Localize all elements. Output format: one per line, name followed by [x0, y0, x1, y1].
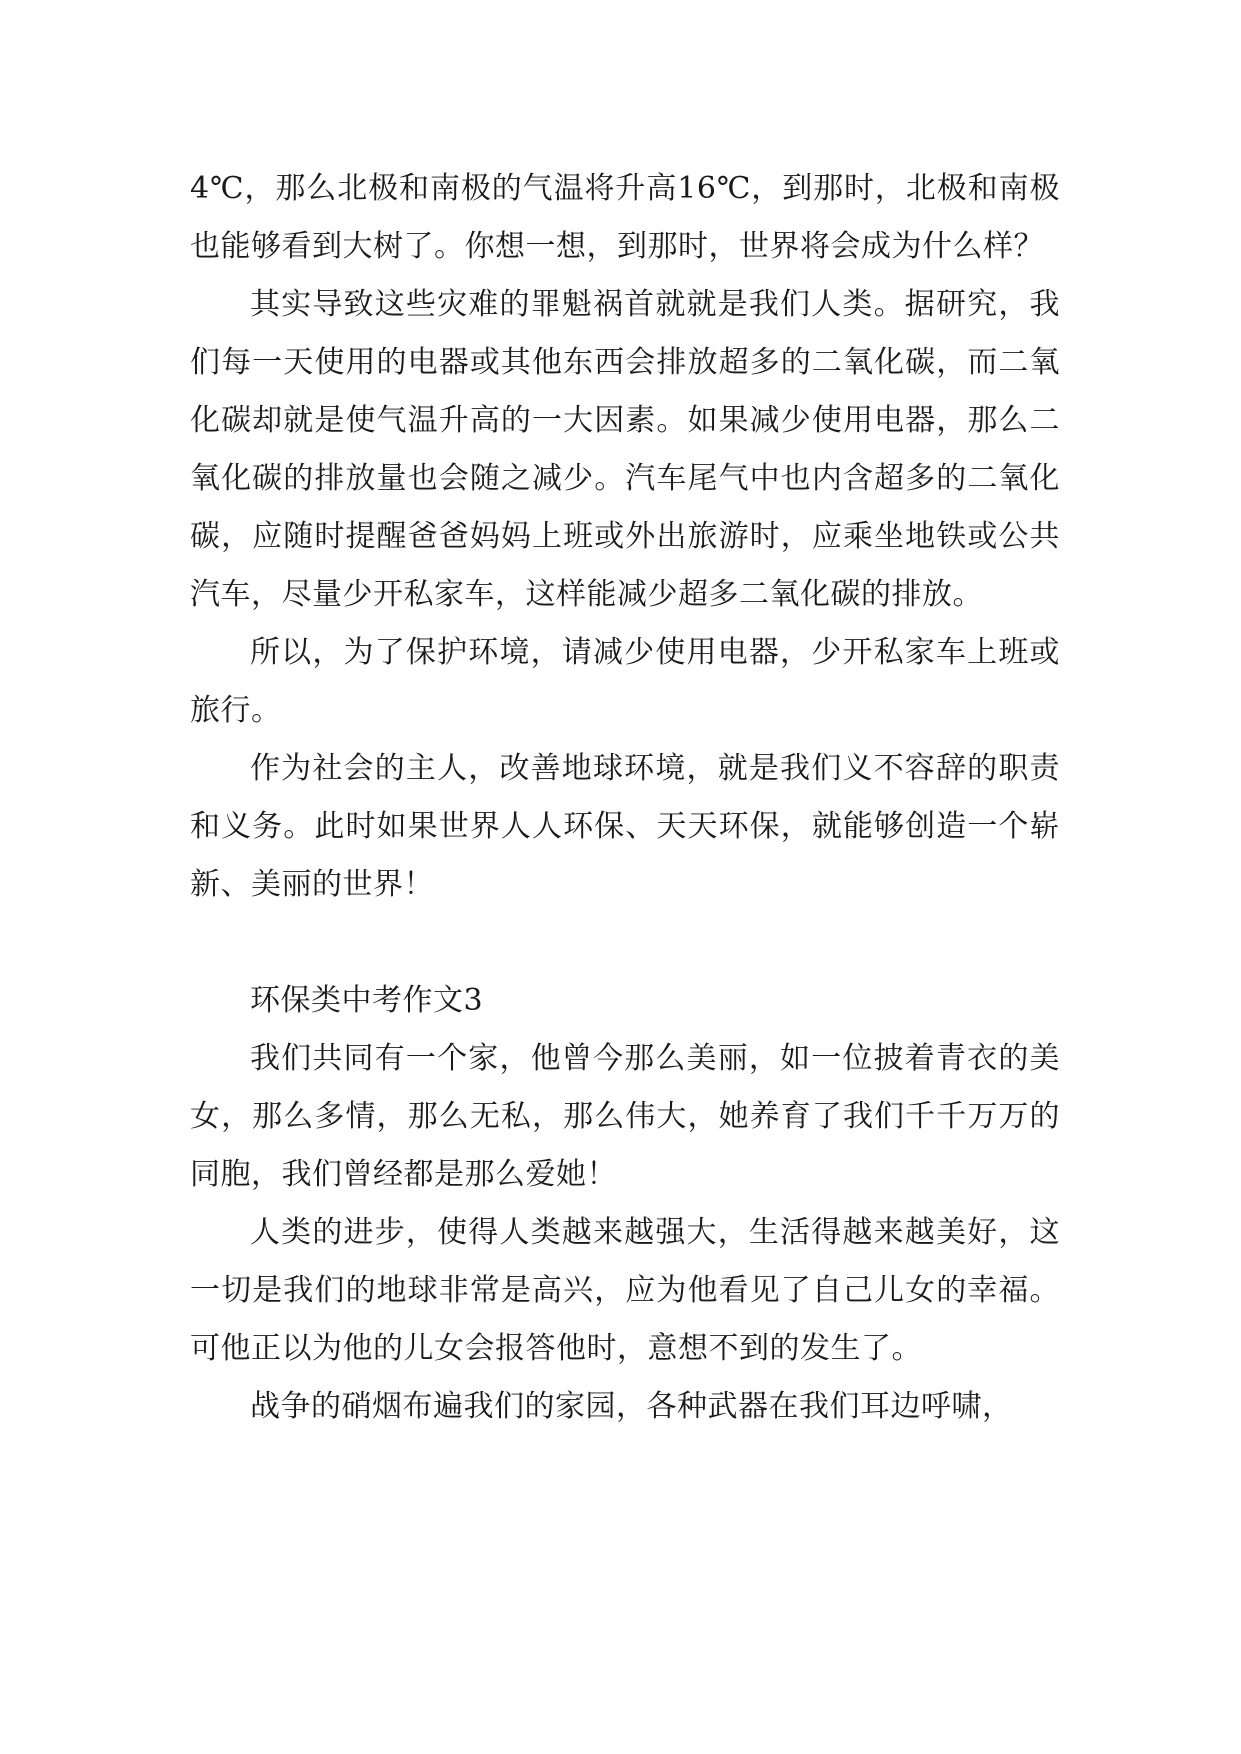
- paragraph: 战争的硝烟布遍我们的家园，各种武器在我们耳边呼啸，: [250, 1389, 1013, 1424]
- paragraph: 我们共同有一个家，他曾今那么美丽，如一位披着青衣的美女，那么多情，那么无私，那么伟大，她养育了我们千千万万的同胞，我们曾经都是那么爱她！: [190, 1041, 1060, 1192]
- paragraph: 其实导致这些灾难的罪魁祸首就就是我们人类。据研究，我们每一天使用的电器或其他东西会排放超多的二氧化碳，而二氧化碳却就是使气温升高的一大因素。如果减少使用电器，那么二氧化碳的排放量也会随之减少。汽车尾气中也内含超多的二氧化碳，应随时提醒爸爸妈妈上班或外出旅游时，应乘坐地铁或公共汽车，尽量少开私家车，这样能减少超多二氧化碳的排放。: [190, 287, 1060, 612]
- paragraph: 人类的进步，使得人类越来越强大，生活得越来越美好，这一切是我们的地球非常是高兴，应为他看见了自己儿女的幸福。可他正以为他的儿女会报答他时，意想不到的发生了。: [190, 1215, 1060, 1366]
- document-body: [190, 160, 1060, 1436]
- paragraph: 所以，为了保护环境，请减少使用电器，少开私家车上班或旅行。: [190, 635, 1060, 728]
- paragraph: 作为社会的主人，改善地球环境，就是我们义不容辞的职责和义务。此时如果世界人人环保、天天环保，就能够创造一个崭新、美丽的世界！: [190, 751, 1060, 902]
- section-heading: 环保类中考作文3: [250, 983, 484, 1018]
- paragraph: 4℃，那么北极和南极的气温将升高16℃，到那时，北极和南极也能够看到大树了。你想一想，到那时，世界将会成为什么样？: [190, 171, 1060, 264]
